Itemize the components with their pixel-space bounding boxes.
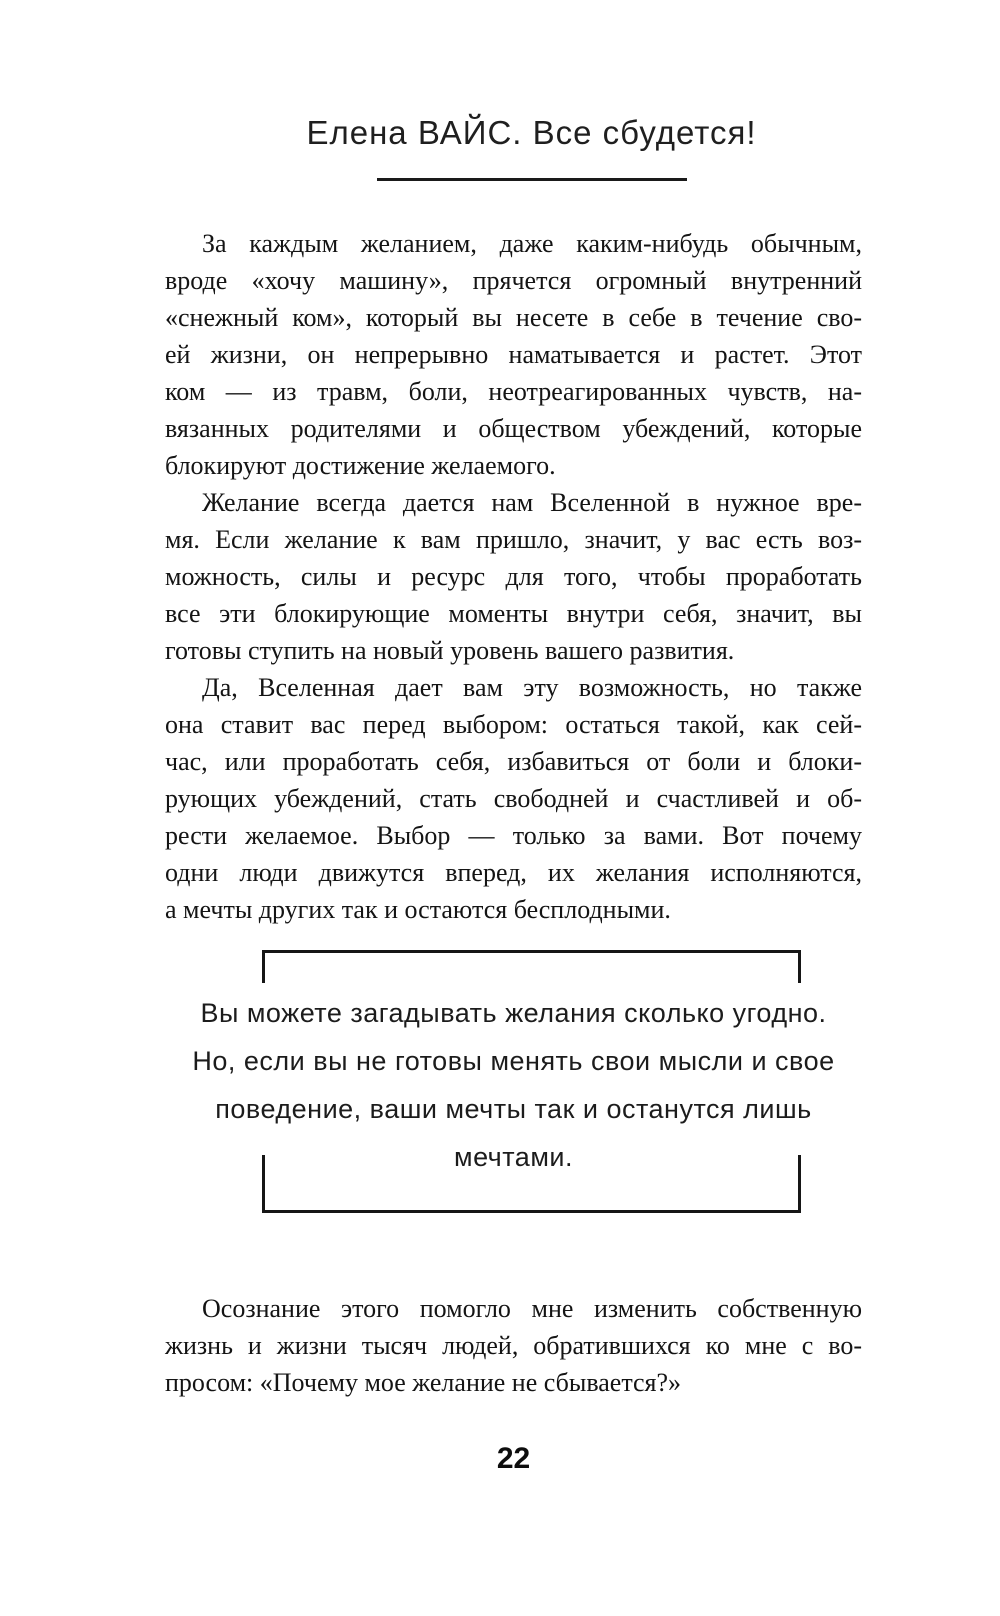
quote-line: мечтами. [454, 1142, 573, 1172]
text-line: рующих убеждений, стать свободней и счастливей и об- [165, 784, 862, 813]
closing-paragraph [165, 1290, 862, 1401]
text-line: Да, Вселенная дает вам эту возможность, но также [202, 673, 862, 702]
text-line: ком — из травм, боли, неотреагированных чувств, на- [165, 377, 862, 406]
text-line: мя. Если желание к вам пришло, значит, у вас есть воз- [165, 525, 862, 554]
text-line: «снежный ком», который вы несете в себе в течение сво- [165, 303, 862, 332]
quote-line: Но, если вы не готовы менять свои мысли и свое [192, 1046, 835, 1076]
body-text [165, 225, 862, 928]
pull-quote [165, 950, 862, 1213]
text-line: вроде «хочу машину», прячется огромный внутренний [165, 266, 862, 295]
running-header-title: Елена ВАЙС. Все сбудется! [306, 114, 757, 151]
text-line: блокируют достижение желаемого. [165, 451, 556, 480]
text-line: ей жизни, он непрерывно наматывается и растет. Этот [165, 340, 862, 369]
text-line: час, или проработать себя, избавиться от боли и блоки- [165, 747, 862, 776]
page-header [165, 112, 862, 181]
text-line: а мечты других так и остаются бесплодными. [165, 895, 671, 924]
text-line: Желание всегда дается нам Вселенной в нужное вре- [202, 488, 862, 517]
text-line: готовы ступить на новый уровень вашего развития. [165, 636, 735, 665]
text-line: можность, силы и ресурс для того, чтобы проработать [165, 562, 862, 591]
text-line: просом: «Почему мое желание не сбывается?» [165, 1368, 682, 1397]
quote-top-bracket [262, 950, 801, 983]
quote-bottom-bracket [262, 1155, 801, 1213]
text-line: все эти блокирующие моменты внутри себя, значит, вы [165, 599, 862, 628]
quote-line: Вы можете загадывать желания сколько угодно. [200, 998, 827, 1028]
text-line: вязанных родителями и обществом убеждений, которые [165, 414, 862, 443]
paragraph-1 [165, 225, 862, 484]
text-line: одни люди движутся вперед, их желания исполняются, [165, 858, 862, 887]
text-line: она ставит вас перед выбором: остаться такой, как сей- [165, 710, 862, 739]
text-line: За каждым желанием, даже каким-нибудь обычным, [202, 229, 862, 258]
text-line: жизнь и жизни тысяч людей, обратившихся ко мне с во- [165, 1331, 862, 1360]
text-line: Осознание этого помогло мне изменить собственную [202, 1294, 862, 1323]
paragraph-3 [165, 669, 862, 928]
header-divider-rule [377, 178, 687, 181]
quote-text [165, 989, 862, 1181]
page-footer [165, 1441, 862, 1477]
quote-line: поведение, ваши мечты так и останутся лишь [215, 1094, 812, 1124]
page-number: 22 [496, 1442, 531, 1475]
paragraph-2 [165, 484, 862, 669]
text-line: рести желаемое. Выбор — только за вами. Вот почему [165, 821, 862, 850]
